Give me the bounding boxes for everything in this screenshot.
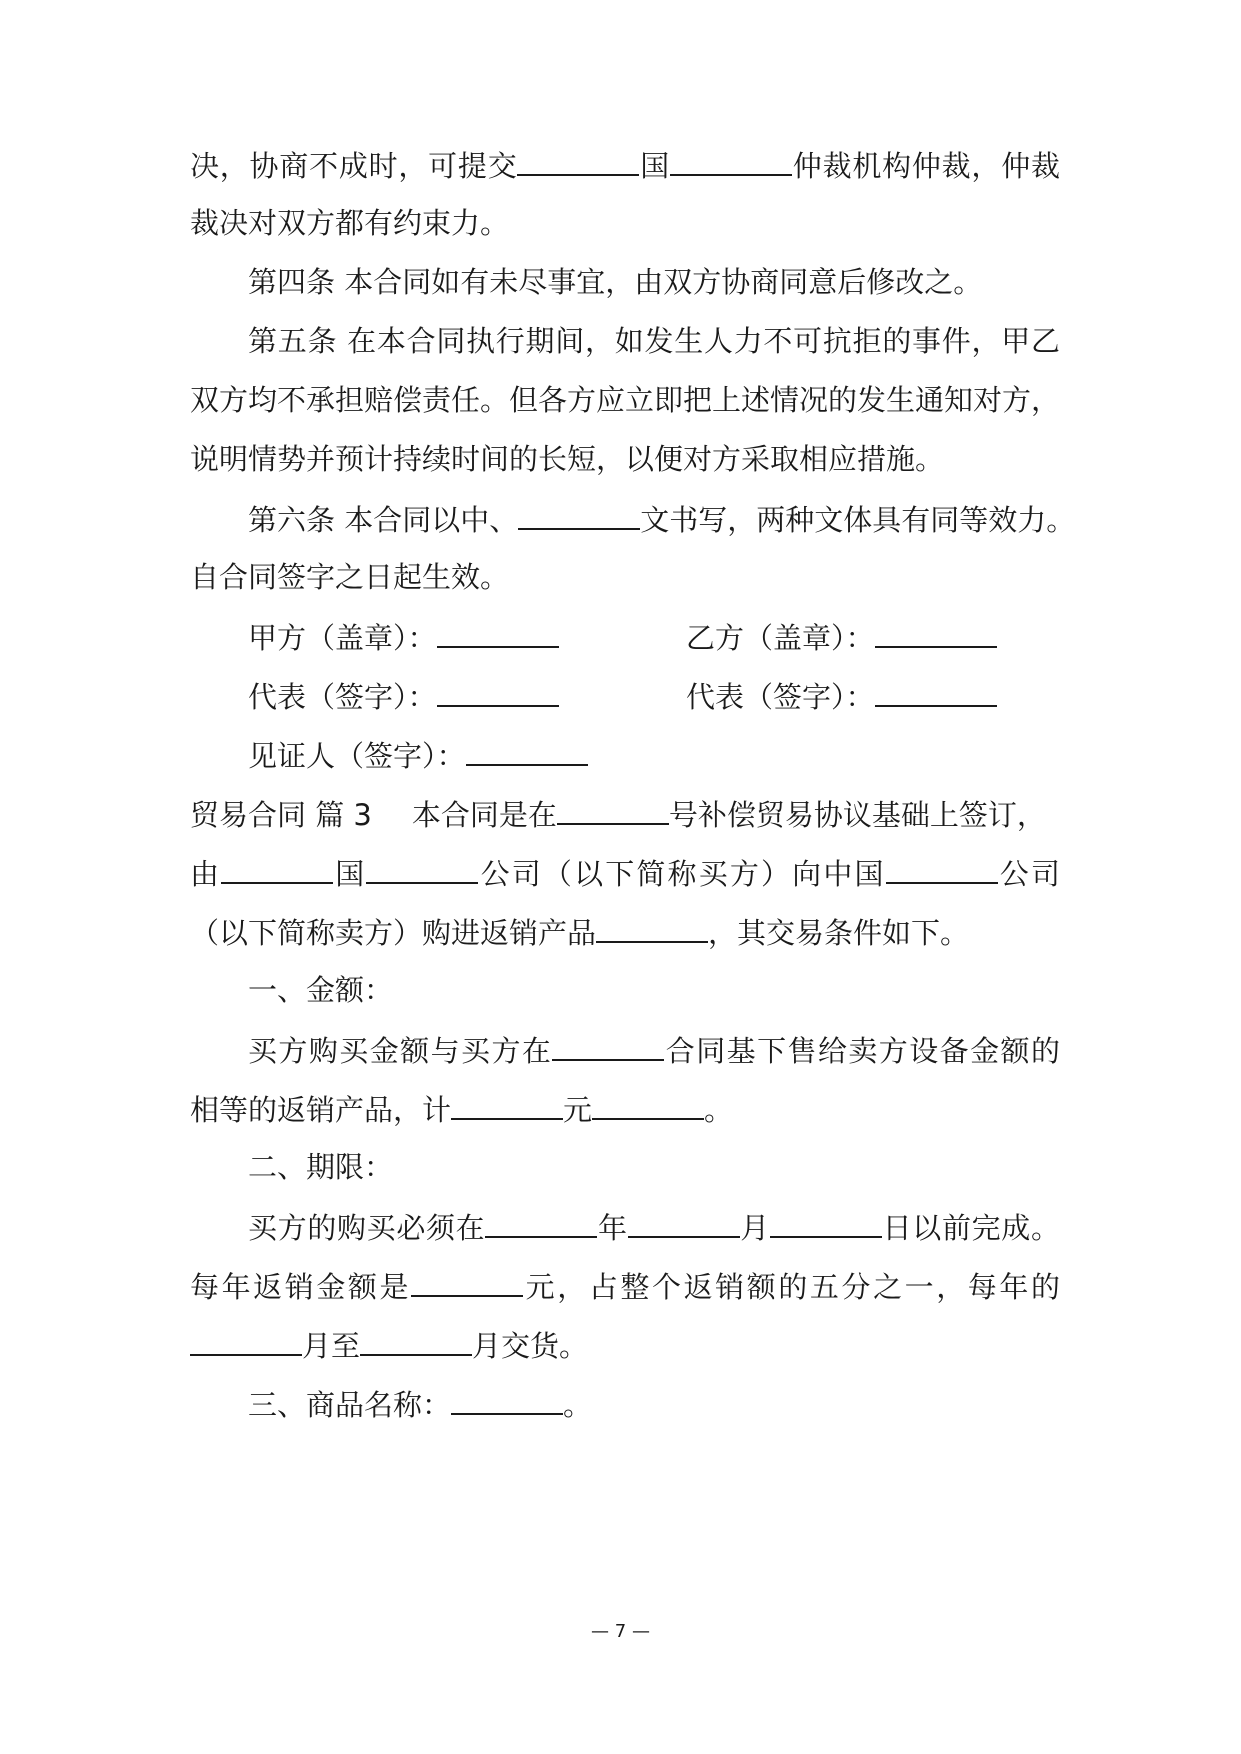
text: 买方的购买必须在 xyxy=(248,1211,486,1245)
clause-title: 一、金额： xyxy=(248,973,394,1007)
paragraph-line: 第五条 在本合同执行期间，如发生人力不可抗拒的事件，甲乙 xyxy=(248,324,1060,358)
paragraph-line xyxy=(190,1088,1060,1130)
blank-field xyxy=(517,144,639,176)
blank-field xyxy=(360,1324,472,1356)
blank-field xyxy=(451,1383,563,1415)
blank-field xyxy=(190,1324,302,1356)
section-heading-line xyxy=(190,793,1060,835)
text: 每年返销金额是 xyxy=(190,1270,412,1304)
representative-b-label: 代表（签字）： xyxy=(686,680,875,714)
blank-field xyxy=(886,852,998,884)
blank-field xyxy=(770,1206,882,1238)
blank-field xyxy=(437,616,559,648)
text: 元，占整个返销额的五分之一，每年的 xyxy=(523,1270,1060,1304)
text: 由 xyxy=(190,857,222,891)
party-a-seal-label: 甲方（盖章）： xyxy=(248,621,437,655)
paragraph-line: 自合同签字之日起生效。 xyxy=(190,560,510,594)
representative-a-label: 代表（签字）： xyxy=(248,680,437,714)
paragraph-line xyxy=(190,911,1060,953)
text: 元 xyxy=(563,1093,593,1127)
text: 国 xyxy=(333,857,367,891)
paragraph-line xyxy=(190,144,1060,186)
text: 三、商品名称： xyxy=(248,1388,452,1422)
paragraph-line xyxy=(190,852,1060,894)
paragraph-line xyxy=(248,498,1076,540)
blank-field xyxy=(670,144,792,176)
text: 本合同是在 xyxy=(411,798,557,832)
blank-field xyxy=(552,1029,664,1061)
blank-field xyxy=(592,1088,704,1120)
blank-field xyxy=(366,852,478,884)
section-title: 贸易合同 篇 3 xyxy=(190,798,372,832)
text: （以下简称卖方）购进返销产品 xyxy=(190,916,597,950)
signature-row xyxy=(248,616,1060,658)
paragraph-line xyxy=(248,1206,1060,1248)
text: 月交货。 xyxy=(472,1329,589,1363)
text: 相等的返销产品，计 xyxy=(190,1093,452,1127)
text: 公司（以下简称买方）向中国 xyxy=(478,857,886,891)
blank-field xyxy=(485,1206,597,1238)
text: 年 xyxy=(597,1211,628,1245)
representative-b-column xyxy=(686,675,997,717)
blank-field xyxy=(221,852,333,884)
paragraph-line: 双方均不承担赔偿责任。但各方应立即把上述情况的发生通知对方， xyxy=(190,383,1061,417)
clause-title: 二、期限： xyxy=(248,1150,394,1184)
text: 国 xyxy=(639,149,671,183)
blank-field xyxy=(557,793,669,825)
blank-field xyxy=(518,498,640,530)
blank-field xyxy=(411,1265,523,1297)
text: 。 xyxy=(704,1093,734,1127)
text: 仲裁机构仲裁，仲裁 xyxy=(792,149,1060,183)
text: 号补偿贸易协议基础上签订， xyxy=(668,798,1046,832)
paragraph-line xyxy=(248,1029,1060,1071)
signature-row xyxy=(248,734,1060,776)
text: 决，协商不成时，可提交 xyxy=(190,149,518,183)
text: 合同基下售给卖方设备金额的 xyxy=(664,1034,1060,1068)
paragraph-line: 第四条 本合同如有未尽事宜，由双方协商同意后修改之。 xyxy=(248,265,983,299)
paragraph-line: 说明情势并预计持续时间的长短，以便对方采取相应措施。 xyxy=(190,442,945,476)
text: 买方购买金额与买方在 xyxy=(248,1034,553,1068)
blank-field xyxy=(437,675,559,707)
text: 第六条 本合同以中、 xyxy=(248,503,519,537)
blank-field xyxy=(875,616,997,648)
party-b-seal-label: 乙方（盖章）： xyxy=(686,621,875,655)
blank-field xyxy=(466,734,588,766)
blank-field xyxy=(875,675,997,707)
paragraph-line: 裁决对双方都有约束力。 xyxy=(190,206,510,240)
text: ，其交易条件如下。 xyxy=(708,916,970,950)
text: 。 xyxy=(563,1388,593,1422)
text: 文书写，两种文体具有同等效力。 xyxy=(640,503,1076,537)
paragraph-line xyxy=(190,1324,1060,1366)
text: 月 xyxy=(739,1211,770,1245)
text: 月至 xyxy=(302,1329,361,1363)
clause-title xyxy=(248,1383,1060,1425)
text: 日以前完成。 xyxy=(881,1211,1060,1245)
text: 公司 xyxy=(997,857,1060,891)
party-b-column xyxy=(686,616,997,658)
page-number: — 7 — xyxy=(591,1621,650,1642)
blank-field xyxy=(628,1206,740,1238)
paragraph-line xyxy=(190,1265,1060,1307)
signature-row xyxy=(248,675,1060,717)
witness-label: 见证人（签字）： xyxy=(248,739,466,773)
blank-field xyxy=(596,911,708,943)
blank-field xyxy=(451,1088,563,1120)
